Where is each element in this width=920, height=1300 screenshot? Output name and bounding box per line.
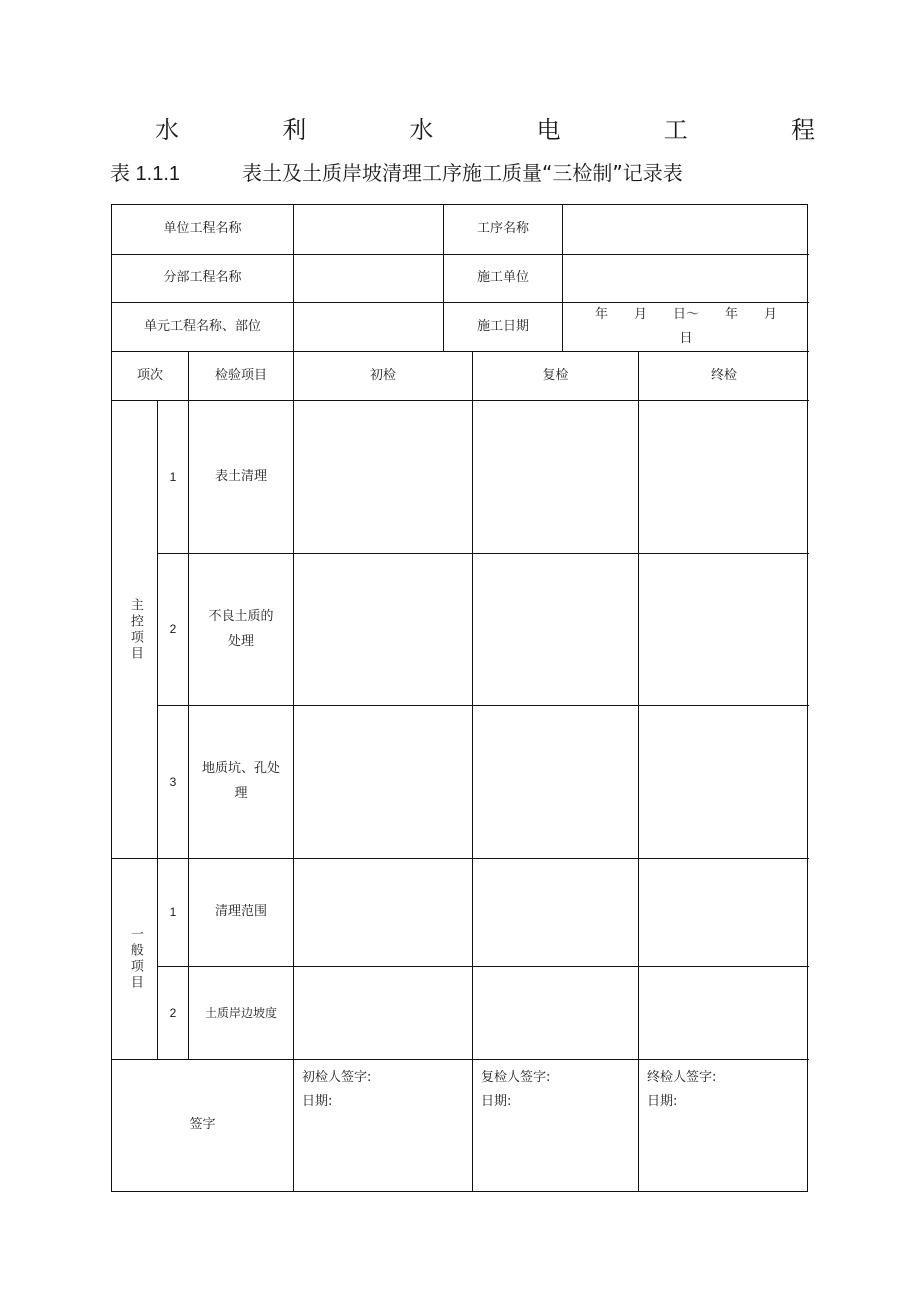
label-construction-date: 施工日期 bbox=[444, 303, 563, 352]
date-year2: 年 bbox=[725, 307, 739, 322]
item-number: 2 bbox=[158, 967, 189, 1060]
group-general bbox=[112, 859, 158, 1060]
date-month2: 月 bbox=[764, 307, 778, 322]
item-name: 不良土质的处理 bbox=[189, 554, 294, 706]
header-char: 程 bbox=[790, 116, 815, 144]
date-day2: 日 bbox=[679, 331, 693, 346]
label-process-name: 工序名称 bbox=[444, 205, 563, 255]
item-name: 地质坑、孔处理 bbox=[189, 706, 294, 859]
header-char: 水 bbox=[409, 116, 434, 144]
first-check-entry[interactable] bbox=[294, 401, 473, 554]
value-element-project[interactable] bbox=[294, 303, 444, 352]
item-name: 土质岸边坡度 bbox=[189, 967, 294, 1060]
form-number: 表 1.1.1 bbox=[110, 163, 181, 185]
second-check-entry[interactable] bbox=[473, 859, 639, 967]
header-char: 电 bbox=[536, 116, 561, 144]
group-label: 主控项目 bbox=[127, 597, 143, 662]
second-check-entry[interactable] bbox=[473, 401, 639, 554]
final-check-entry[interactable] bbox=[639, 554, 809, 706]
col-header-final-check: 终检 bbox=[639, 352, 809, 401]
col-header-check-item: 检验项目 bbox=[189, 352, 294, 401]
final-check-entry[interactable] bbox=[639, 859, 809, 967]
second-date-label: 日期: bbox=[481, 1094, 512, 1109]
item-number: 1 bbox=[158, 859, 189, 967]
date-range-template bbox=[589, 303, 783, 351]
label-element-project: 单元工程名称、部位 bbox=[112, 303, 294, 352]
value-unit-project[interactable] bbox=[294, 205, 444, 255]
item-name: 清理范围 bbox=[189, 859, 294, 967]
value-process-name[interactable] bbox=[563, 205, 809, 255]
final-signer-block[interactable] bbox=[639, 1060, 809, 1191]
item-number: 1 bbox=[158, 401, 189, 554]
final-check-entry[interactable] bbox=[639, 401, 809, 554]
second-signer-block[interactable] bbox=[473, 1060, 639, 1191]
col-header-second-check: 复检 bbox=[473, 352, 639, 401]
final-signer-label: 终检人签字: bbox=[647, 1070, 717, 1085]
first-signer-block[interactable] bbox=[294, 1060, 473, 1191]
col-header-item-no: 项次 bbox=[112, 352, 189, 401]
value-sub-project[interactable] bbox=[294, 255, 444, 303]
col-header-first-check: 初检 bbox=[294, 352, 473, 401]
first-signer-label: 初检人签字: bbox=[302, 1070, 372, 1085]
first-check-entry[interactable] bbox=[294, 554, 473, 706]
first-date-label: 日期: bbox=[302, 1094, 333, 1109]
header-title bbox=[155, 110, 815, 145]
first-check-entry[interactable] bbox=[294, 706, 473, 859]
inspection-record-table bbox=[111, 204, 808, 1192]
second-signer-label: 复检人签字: bbox=[481, 1070, 551, 1085]
date-month: 月 bbox=[633, 307, 647, 322]
first-check-entry[interactable] bbox=[294, 859, 473, 967]
label-sub-project: 分部工程名称 bbox=[112, 255, 294, 303]
form-title bbox=[110, 157, 810, 186]
header-char: 工 bbox=[663, 116, 688, 144]
item-name: 表土清理 bbox=[189, 401, 294, 554]
item-number: 2 bbox=[158, 554, 189, 706]
form-title-text: 表土及土质岸坡清理工序施工质量“三检制”记录表 bbox=[242, 161, 683, 185]
final-date-label: 日期: bbox=[647, 1094, 678, 1109]
second-check-entry[interactable] bbox=[473, 554, 639, 706]
second-check-entry[interactable] bbox=[473, 967, 639, 1060]
label-construction-unit: 施工单位 bbox=[444, 255, 563, 303]
header-char: 水 bbox=[155, 116, 179, 144]
signature-label: 签字 bbox=[112, 1060, 294, 1191]
final-check-entry[interactable] bbox=[639, 706, 809, 859]
date-day-tilde: 日～ bbox=[672, 307, 699, 322]
header-char: 利 bbox=[282, 116, 307, 144]
final-check-entry[interactable] bbox=[639, 967, 809, 1060]
first-check-entry[interactable] bbox=[294, 967, 473, 1060]
value-construction-unit[interactable] bbox=[563, 255, 809, 303]
second-check-entry[interactable] bbox=[473, 706, 639, 859]
label-unit-project: 单位工程名称 bbox=[112, 205, 294, 255]
value-construction-date[interactable] bbox=[563, 303, 809, 352]
item-number: 3 bbox=[158, 706, 189, 859]
group-main-control bbox=[112, 401, 158, 859]
group-label: 一般项目 bbox=[127, 927, 143, 991]
date-year: 年 bbox=[594, 307, 608, 322]
